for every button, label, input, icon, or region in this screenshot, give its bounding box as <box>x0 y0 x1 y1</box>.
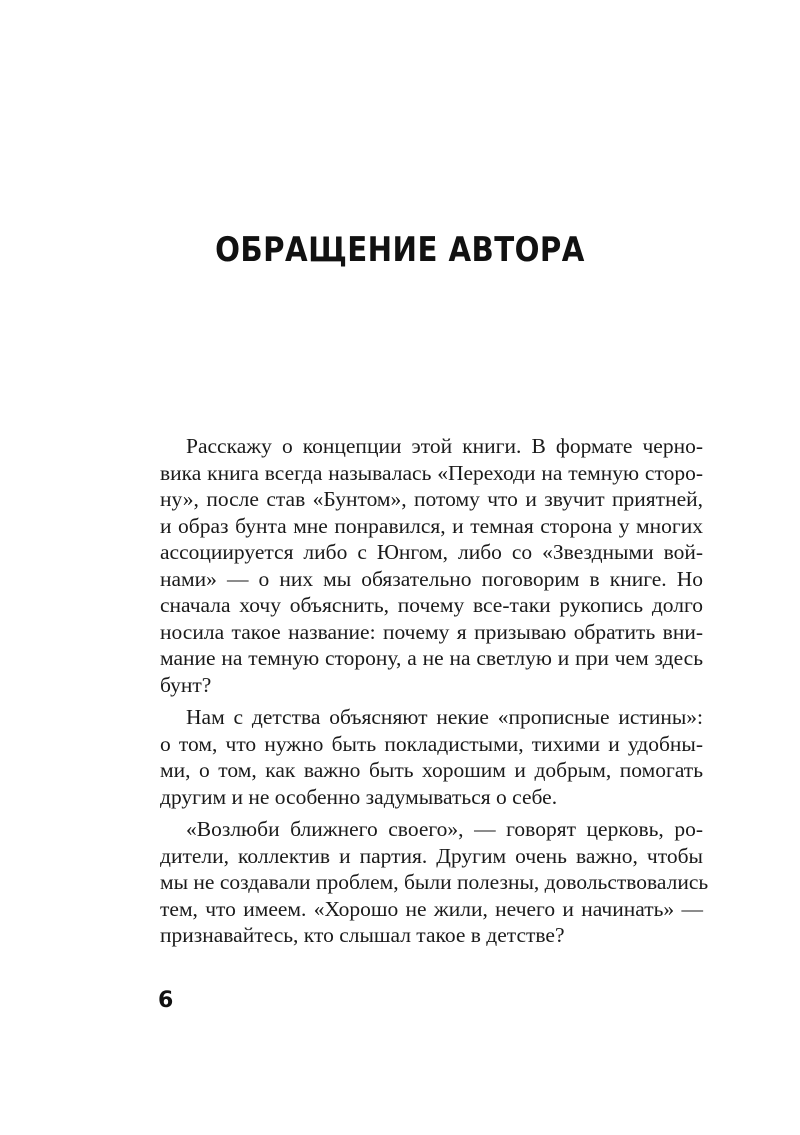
text-line: вика книга всегда называлась «Переходи на темную сторо- <box>160 460 703 485</box>
text-line: мание на темную сторону, а не на светлую и при чем здесь <box>160 646 703 670</box>
text-line: «Возлюби ближнего своего», — говорят церковь, ро- <box>186 817 703 841</box>
text-line: дители, коллектив и партия. Другим очень важно, чтобы <box>160 843 703 868</box>
text-line: Нам с детства объясняют некие «прописные истины»: <box>186 705 703 729</box>
text-line: и образ бунта мне понравился, и темная сторона у многих <box>160 513 703 538</box>
paragraph <box>160 704 703 810</box>
paragraph <box>160 816 709 949</box>
text-line: ми, о том, как важно быть хорошим и добрым, помогать <box>160 758 703 782</box>
text-line: нами» — о них мы обязательно поговорим в книге. Но <box>160 566 703 591</box>
text-line: ну», после став «Бунтом», потому что и звучит приятней, <box>160 487 703 511</box>
body-text <box>160 433 709 949</box>
paragraph <box>160 433 703 698</box>
text-line: бунт? <box>160 672 212 697</box>
text-line: мы не создавали проблем, были полезны, довольствовались <box>160 870 709 894</box>
text-line: тем, что имеем. «Хорошо не жили, нечего и начинать» — <box>160 896 703 921</box>
page-title: ОБРАЩЕНИЕ АВТОРА <box>215 230 585 270</box>
text-line: о том, что нужно быть покладистыми, тихими и удобны- <box>160 731 703 756</box>
text-line: ассоциируется либо с Юнгом, либо со «Звездными вой- <box>160 540 703 564</box>
text-line: признавайтесь, кто слышал такое в детстве? <box>160 923 565 947</box>
text-line: носила такое название: почему я призываю обратить вни- <box>160 619 703 644</box>
text-line: Расскажу о концепции этой книги. В формате черно- <box>186 434 703 458</box>
text-line: другим и не особенно задумываться о себе. <box>160 784 558 809</box>
page-number: 6 <box>158 988 174 1013</box>
text-line: сначала хочу объяснить, почему все-таки рукопись долго <box>160 593 703 617</box>
